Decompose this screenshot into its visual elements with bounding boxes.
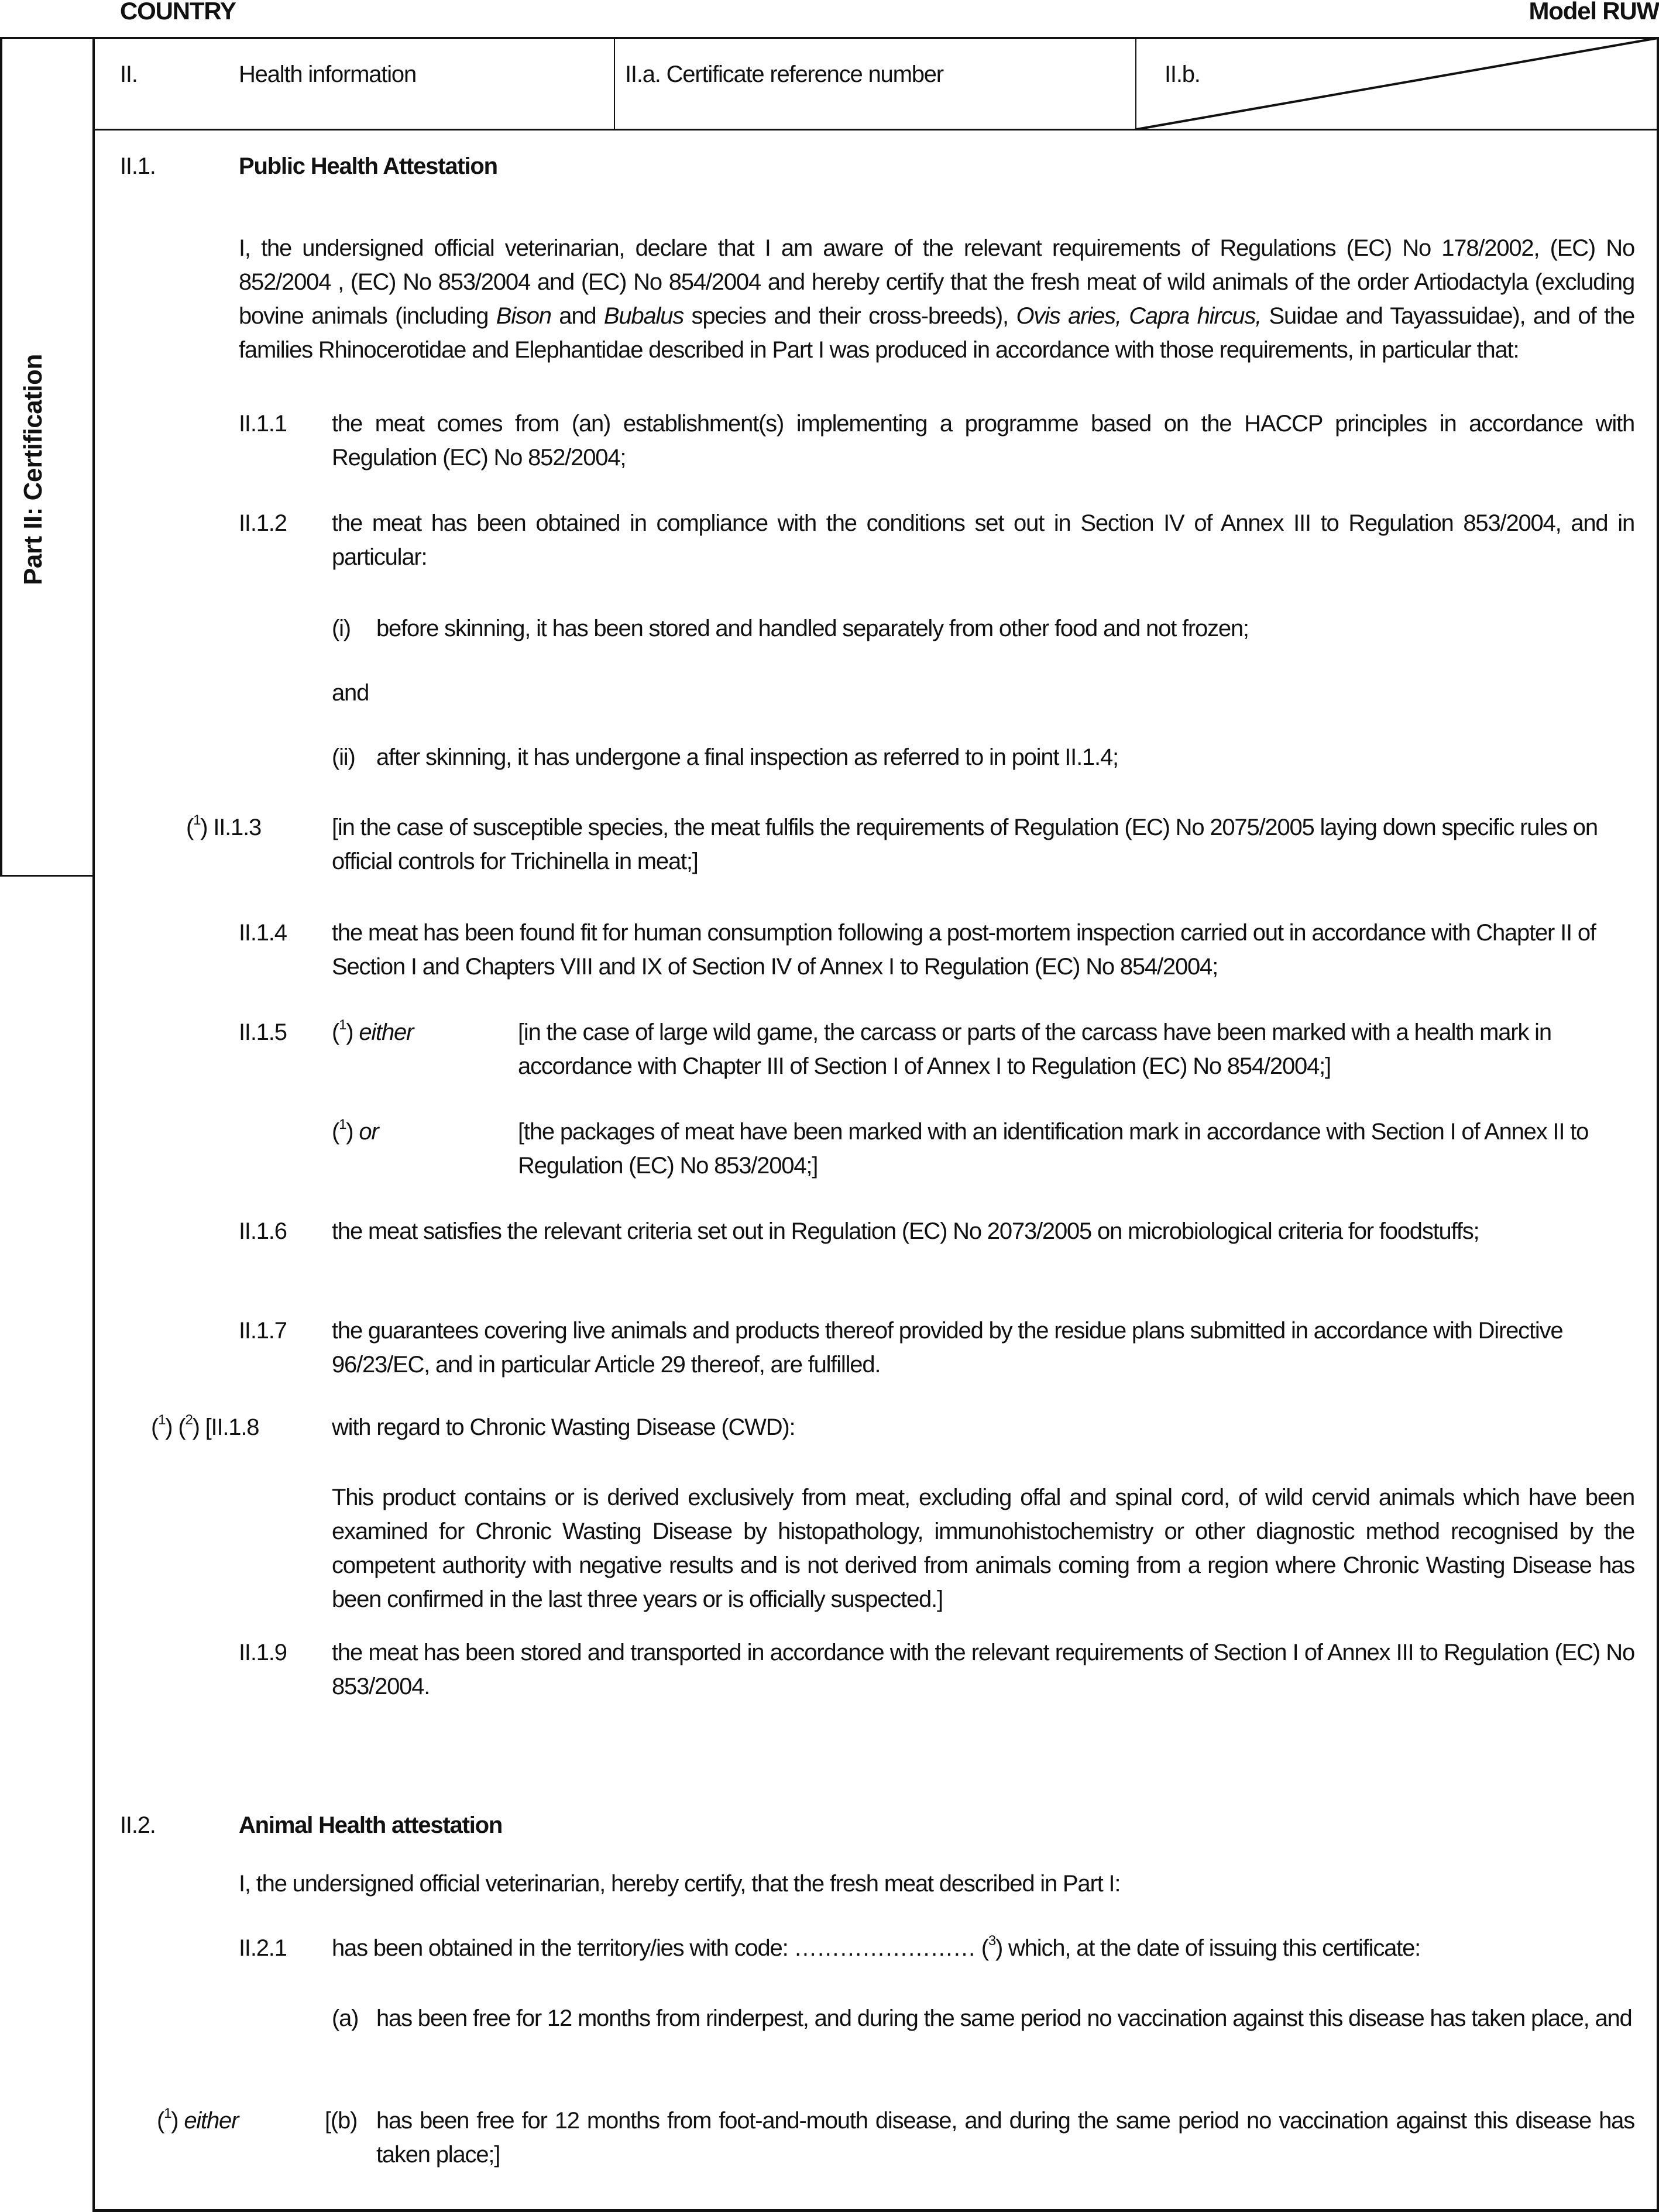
animal-health-title: Animal Health attestation (239, 1812, 503, 1838)
public-health-num: II.1. (120, 153, 156, 179)
subitem-number: (i) (332, 616, 351, 641)
either-label: ($^1$) either (157, 2105, 239, 2134)
item-text: [in the case of susceptible species, the meat fulfils the requirements of Regulation (EC) No 2075/2005 laying down specific rules on official controls for Trichinella in meat;] (332, 815, 1598, 874)
either-label: ($^1$) either (332, 1016, 414, 1045)
main-right-border (1657, 37, 1659, 2212)
subitem-number: (a) (332, 2005, 359, 2031)
item-number: II.1.6 (239, 1218, 287, 1244)
item-text: the meat satisfies the relevant criteria set out in Regulation (EC) No 2073/2005 on microbiological criteria for foodstuffs; (332, 1218, 1479, 1244)
country-label: COUNTRY (120, 0, 236, 25)
subitem-number: (ii) (332, 744, 355, 770)
item-number: II.1.4 (239, 920, 287, 946)
either-text: [in the case of large wild game, the carcass or parts of the carcass have been marked with a health mark in accordance with Chapter III of Section I of Annex I to Regulation (EC) No 854/2004;] (518, 1019, 1551, 1079)
item-text: the guarantees covering live animals and products thereof provided by the residue plans submitted in accordance with Directive 96/23/EC, and in particular Article 29 thereof, are fulfilled. (332, 1318, 1563, 1378)
animal-health-num: II.2. (120, 1812, 156, 1838)
public-health-intro: I, the undersigned official veterinarian, declare that I am aware of the relevant requirements of Regulations (EC) No 178/2002, (EC) No 852/2004 , (EC) No 853/2004 and (EC) No 854/2004 and hereby certify that the fresh meat of wild animals of the order Artiodactyla (excluding bovine animals (including Bison and Bubalus species and their cross-breeds), Ovis aries, Capra hircus, Suidae and Tayassuidae), and of the families Rhinocerotidae and Elephantidae described in Part I was produced in accordance with those requirements, in particular that: (239, 235, 1634, 363)
item-text: the meat comes from (an) establishment(s) implementing a programme based on the HACCP principles in accordance with Regulation (EC) No 852/2004; (332, 411, 1634, 470)
subitem-text: after skinning, it has undergone a final inspection as referred to in point II.1.4; (376, 744, 1118, 770)
item-text: has been obtained in the territory/ies with code: …………………… ($^3$) which, at the date of issuing this certificate: (332, 1932, 1421, 1961)
subitem-text: has been free for 12 months from foot-and-mouth disease, and during the same period no vaccination against this disease has taken place;] (376, 2108, 1634, 2168)
cell-strike-diagonal (1135, 37, 1659, 130)
item-number: II.1.5 (239, 1019, 287, 1045)
public-health-title: Public Health Attestation (239, 153, 497, 179)
certificate-b-field: II.b. (1165, 61, 1200, 87)
side-band-bottom-border (0, 875, 95, 877)
cwd-detail-text: This product contains or is derived exclusively from meat, excluding offal and spinal cord, of wild cervid animals which have been examined for Chronic Wasting Disease by histopathology, immunohistochemistry or other diagnostic method recognised by the competent authority with negative results and is not derived from animals coming from a region where Chronic Wasting Disease has been confirmed in the last three years or is officially suspected.] (332, 1485, 1634, 1612)
item-text: with regard to Chronic Wasting Disease (CWD): (332, 1414, 795, 1440)
model-label: Model RUW (1529, 0, 1659, 25)
item-number: II.1.9 (239, 1640, 287, 1665)
header-divider-1 (614, 37, 615, 130)
item-text: the meat has been found fit for human consumption following a post-mortem inspection carried out in accordance with Chapter II of Section I and Chapters VIII and IX of Section IV of Annex I to Regulation (EC) No 854/2004; (332, 920, 1596, 980)
item-number: II.1.7 (239, 1318, 287, 1344)
side-part-label: Part II: Certification (19, 354, 47, 585)
subitem-text: before skinning, it has been stored and handled separately from other food and not frozen; (376, 616, 1249, 641)
animal-health-intro: I, the undersigned official veterinarian, hereby certify, that the fresh meat described in Part I: (239, 1871, 1121, 1897)
item-text: the meat has been stored and transported in accordance with the relevant requirements of Section I of Annex III to Regulation (EC) No 853/2004. (332, 1640, 1634, 1699)
section-number: II. (120, 61, 138, 87)
main-bottom-border (92, 2209, 1659, 2212)
item-number: II.2.1 (239, 1935, 287, 1961)
item-number: ($^1$) II.1.3 (186, 812, 262, 840)
certificate-reference-field[interactable]: II.a. Certificate reference number (625, 61, 943, 87)
subitem-text: has been free for 12 months from rinderpest, and during the same period no vaccination against this disease has taken place, and (376, 2005, 1632, 2031)
conjunction-and: and (332, 680, 369, 706)
section-title: Health information (239, 61, 417, 87)
item-number: II.1.1 (239, 411, 287, 437)
main-left-border (92, 37, 95, 2212)
or-label: ($^1$) or (332, 1116, 379, 1145)
subitem-number: [(b) (325, 2108, 358, 2134)
item-text: the meat has been obtained in compliance with the conditions set out in Section IV of Annex III to Regulation 853/2004, and in particular: (332, 510, 1634, 570)
item-number: II.1.2 (239, 510, 287, 536)
item-number: ($^1$) ($^2$) [II.1.8 (151, 1411, 259, 1440)
or-text: [the packages of meat have been marked with an identification mark in accordance with Section I of Annex II to Regulation (EC) No 853/2004;] (518, 1119, 1589, 1179)
side-band-left-border (0, 37, 2, 876)
territory-code-field[interactable]: …………………… (794, 1935, 976, 1961)
